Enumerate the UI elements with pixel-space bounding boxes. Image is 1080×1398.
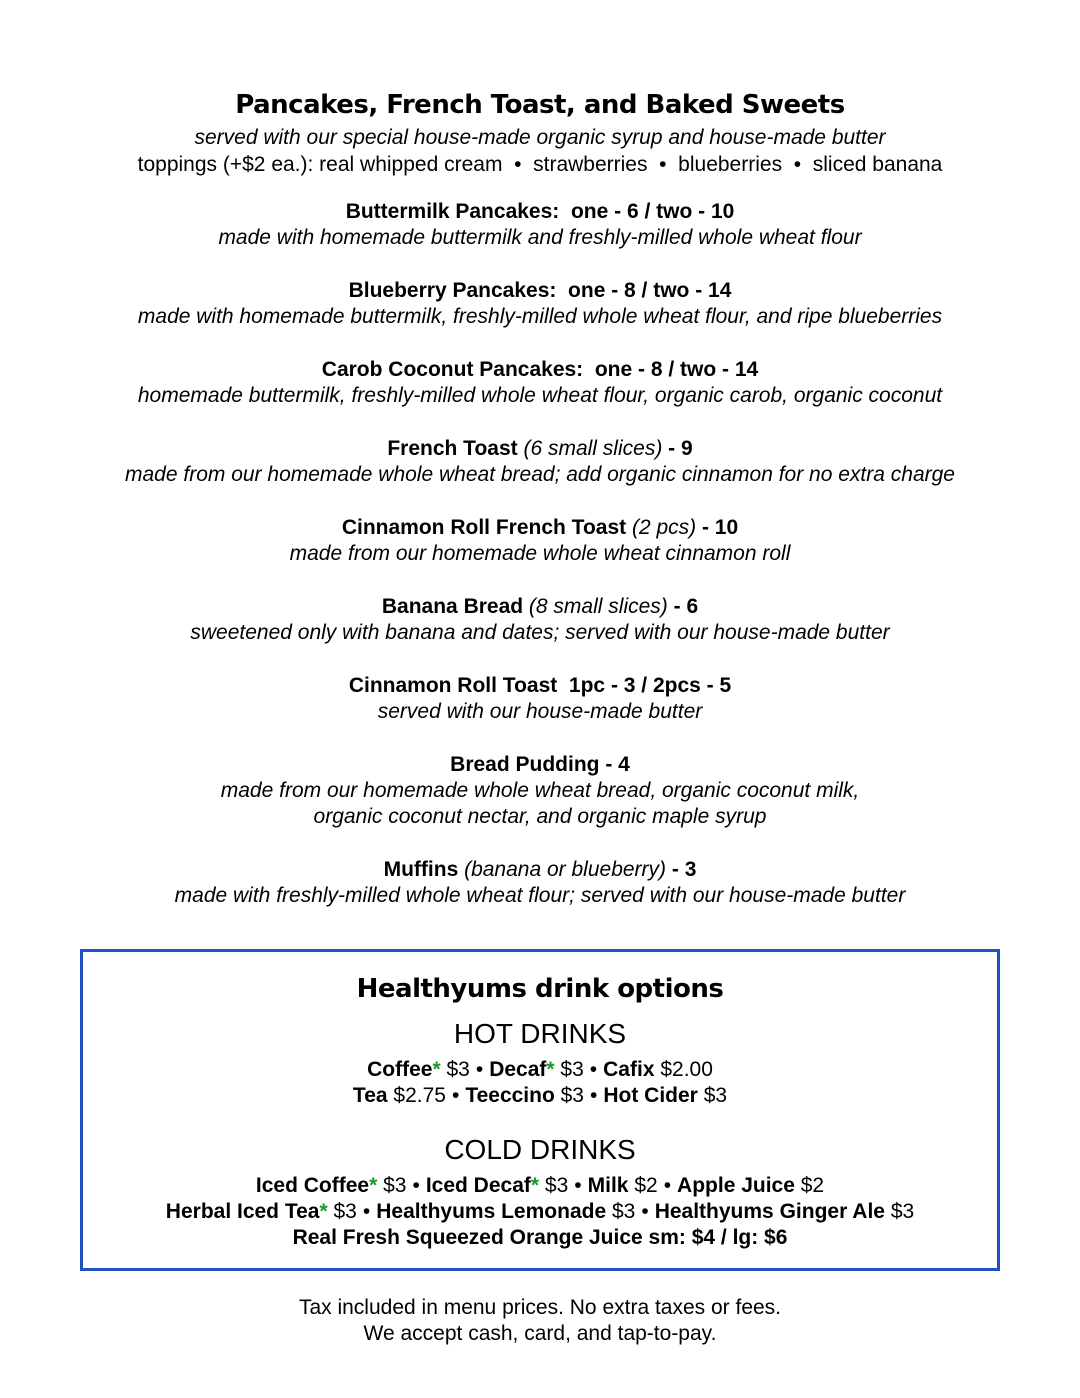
footer-payment-note: We accept cash, card, and tap-to-pay. [363,1322,717,1345]
drink-name: Tea [352,1084,388,1107]
drink-name: Teeccino [465,1084,555,1107]
cold-drinks-heading: COLD DRINKS [444,1134,636,1165]
drink-name: Healthyums Lemonade [376,1200,607,1223]
menu-item-description: sweetened only with banana and dates; served with our house-made butter [190,621,890,644]
asterisk-mark: * [319,1200,328,1223]
hot-drinks-row [83,1083,997,1109]
hot-drinks-row [83,1057,997,1083]
menu-item-name [0,436,1080,462]
drink-price: $3 [885,1200,915,1223]
menu-item-description: served with our house-made butter [377,700,703,723]
menu-item-name [0,515,1080,541]
item-name: Bread Pudding - 4 [450,753,630,776]
separator-bullet: • [663,1174,672,1197]
separator-bullet: • [451,1084,460,1107]
drink-name: Cafix [603,1058,655,1081]
drink-price: $3 [554,1058,584,1081]
drink-options-box [80,949,1000,1271]
item-portion-note: (8 small slices) [523,595,668,618]
orange-juice-line: Real Fresh Squeezed Orange Juice sm: $4 / lg: $6 [292,1226,788,1249]
menu-item-name [0,278,1080,304]
separator-bullet: • [412,1174,420,1197]
drinks-title: Healthyums drink options [356,974,724,1004]
item-name: Buttermilk Pancakes: one - 6 / two - 10 [345,200,735,223]
drink-price: $3 [697,1084,728,1107]
separator-bullet: • [589,1058,598,1081]
cold-drinks-row [83,1199,997,1225]
separator-bullet: • [574,1174,582,1197]
menu-item-name [0,752,1080,778]
item-portion-note: (2 pcs) [626,516,697,539]
drink-price: $3 [554,1084,584,1107]
drink-price: $2 [628,1174,658,1197]
item-price: - 3 [666,858,697,881]
drink-name: Milk [587,1174,629,1197]
drink-name: Herbal Iced Tea [165,1200,320,1223]
section-subtitle: served with our special house-made organic syrup and house-made butter [194,126,886,149]
drink-name: Coffee [367,1058,433,1081]
drink-name: Iced Coffee [255,1174,370,1197]
separator-bullet: • [590,1084,598,1107]
separator-bullet: • [641,1200,649,1223]
drink-price: $2.00 [654,1058,713,1081]
menu-item-name [0,594,1080,620]
drink-price: $2.75 [387,1084,446,1107]
drink-name: Decaf [489,1058,547,1081]
asterisk-mark: * [432,1058,441,1081]
item-name: Cinnamon Roll French Toast [341,516,627,539]
toppings-line: toppings (+$2 ea.): real whipped cream • strawberries • blueberries • sliced banana [137,153,943,176]
item-name: Blueberry Pancakes: one - 8 / two - 14 [348,279,732,302]
menu-item-description: made with freshly-milled whole wheat flour; served with our house-made butter [174,884,906,907]
menu-item-description: made from our homemade whole wheat bread, organic coconut milk, [220,779,860,802]
asterisk-mark: * [530,1174,540,1197]
item-portion-note: (banana or blueberry) [458,858,667,881]
cold-drinks-row [83,1173,997,1199]
drink-price: $3 [377,1174,407,1197]
item-portion-note: (6 small slices) [517,437,663,460]
menu-item-name [0,857,1080,883]
item-name: Banana Bread [381,595,524,618]
item-price: - 6 [667,595,699,618]
menu-item-name [0,199,1080,225]
menu-item-description: made from our homemade whole wheat cinnamon roll [289,542,791,565]
item-price: - 9 [662,437,693,460]
item-price: - 10 [696,516,739,539]
drink-price: $3 [606,1200,636,1223]
drink-name: Iced Decaf [425,1174,531,1197]
separator-bullet: • [362,1200,371,1223]
menu-item-description: made from our homemade whole wheat bread; add organic cinnamon for no extra charge [125,463,955,486]
drink-price: $3 [327,1200,357,1223]
hot-drinks-heading: HOT DRINKS [453,1018,627,1049]
menu-item-description: made with homemade buttermilk, freshly-milled whole wheat flour, and ripe blueberries [137,305,943,328]
item-name: Cinnamon Roll Toast 1pc - 3 / 2pcs - 5 [348,674,732,697]
menu-item-name [0,357,1080,383]
item-name: Muffins [383,858,459,881]
item-name: French Toast [387,437,518,460]
drink-name: Healthyums Ginger Ale [654,1200,885,1223]
menu-item-description: organic coconut nectar, and organic maple syrup [313,805,767,828]
section-title: Pancakes, French Toast, and Baked Sweets [235,90,845,120]
drink-price: $3 [440,1058,470,1081]
drink-name: Apple Juice [677,1174,795,1197]
asterisk-mark: * [546,1058,555,1081]
drink-price: $2 [794,1174,825,1197]
asterisk-mark: * [369,1174,378,1197]
item-name: Carob Coconut Pancakes: one - 8 / two - 14 [321,358,759,381]
separator-bullet: • [475,1058,484,1081]
footer-tax-note: Tax included in menu prices. No extra taxes or fees. [298,1296,782,1319]
menu-item-description: made with homemade buttermilk and freshly-milled whole wheat flour [218,226,862,249]
drink-name: Hot Cider [603,1084,698,1107]
menu-item-name [0,673,1080,699]
drink-price: $3 [539,1174,569,1197]
menu-item-description: homemade buttermilk, freshly-milled whole wheat flour, organic carob, organic coconut [137,384,943,407]
